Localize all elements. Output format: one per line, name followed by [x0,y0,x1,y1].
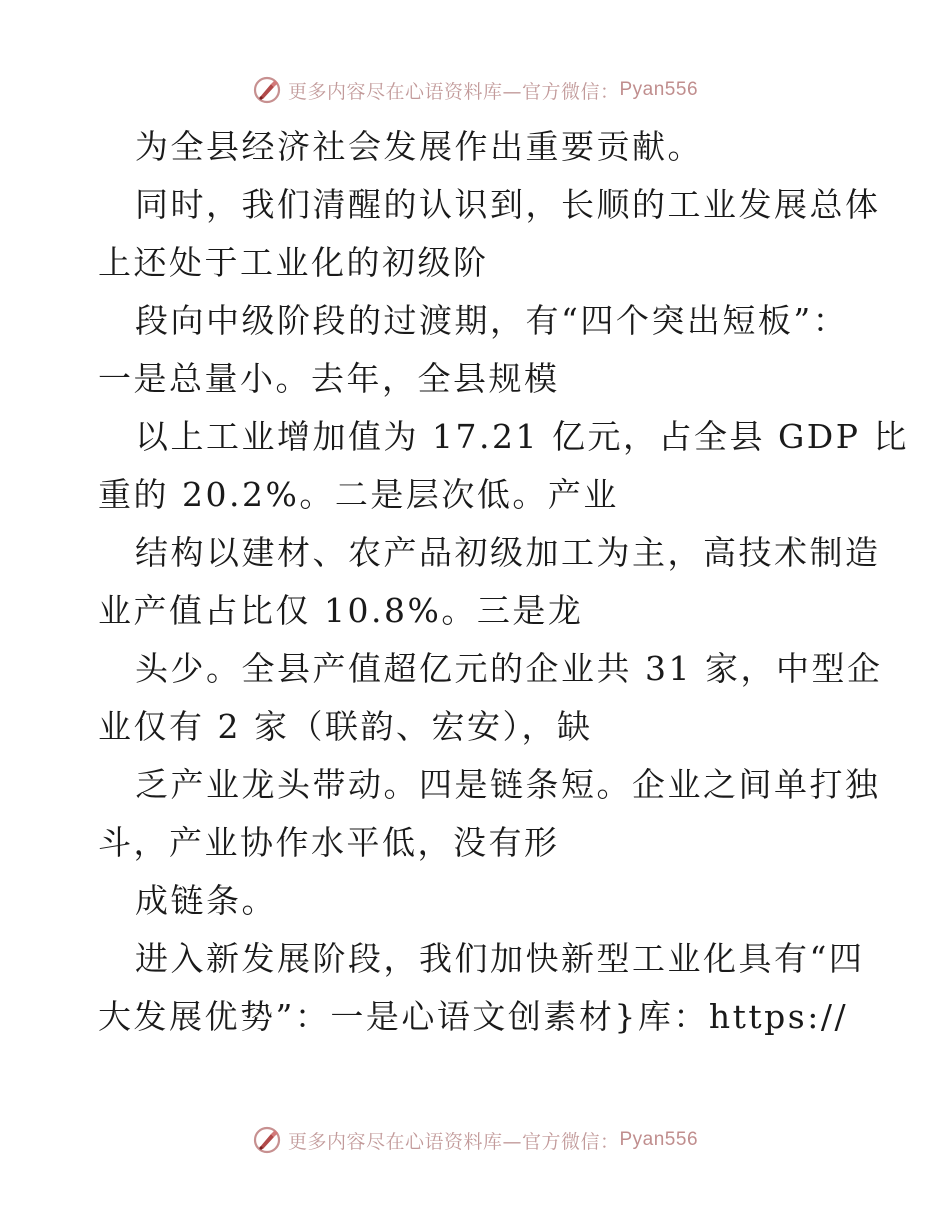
body-line: 段向中级阶段的过渡期，有“四个突出短板”： [135,301,849,340]
body-line: 一是总量小。去年，全县规模 [98,359,560,398]
body-line: 斗，产业协作水平低，没有形 [98,823,560,862]
body-line: 上还处于工业化的初级阶 [98,243,489,282]
footer-watermark [0,1120,950,1160]
body-line: 同时，我们清醒的认识到，长顺的工业发展总体 [135,185,881,224]
body-line: 以上工业增加值为 17.21 亿元，占全县 GDP 比 [135,417,909,456]
body-line: 进入新发展阶段，我们加快新型工业化具有“四 [135,939,865,978]
watermark-text: 更多内容尽在心语资料库—官方微信： [287,1130,620,1153]
watermark-wechat-id: Pyan556 [619,79,699,100]
document-body [98,118,909,1046]
pen-logo-icon [252,1125,282,1155]
body-line: 业产值占比仅 10.8%。三是龙 [98,591,584,630]
body-line: 重的 20.2%。二是层次低。产业 [98,475,619,514]
header-watermark [0,70,950,110]
body-line: 为全县经济社会发展作出重要贡献。 [135,127,703,166]
body-line: 乏产业龙头带动。四是链条短。企业之间单打独 [135,765,881,804]
watermark-text: 更多内容尽在心语资料库—官方微信： [287,80,620,103]
body-line: 头少。全县产值超亿元的企业共 31 家，中型企 [135,649,883,688]
body-line: 成链条。 [135,881,277,920]
body-line: 结构以建材、农产品初级加工为主，高技术制造 [135,533,881,572]
pen-logo-icon [252,75,282,105]
watermark-wechat-id: Pyan556 [619,1129,699,1150]
body-line: 大发展优势”：一是心语文创素材}库：https:// [98,997,849,1036]
body-line: 业仅有 2 家（联韵、宏安），缺 [98,707,593,746]
